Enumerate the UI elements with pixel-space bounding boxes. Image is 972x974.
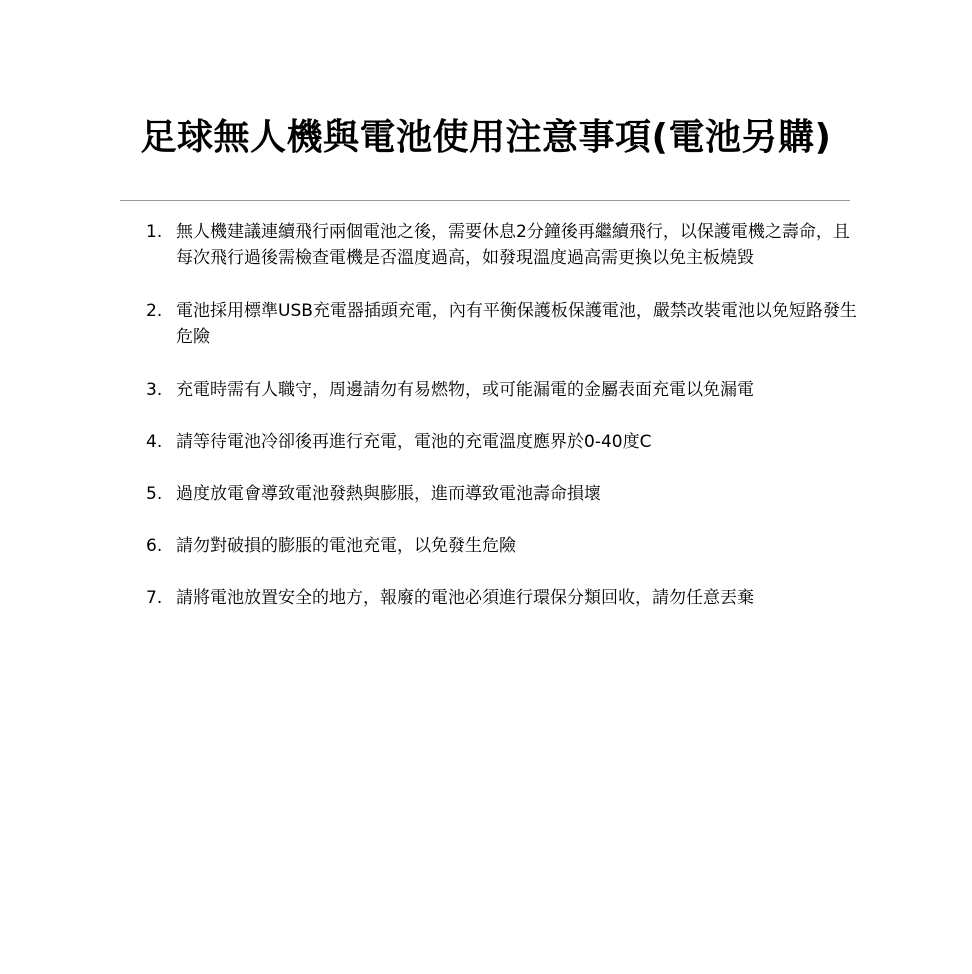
item-text: 過度放電會導致電池發熱與膨脹，進而導致電池壽命損壞 — [176, 484, 601, 504]
item-text: 無人機建議連續飛行兩個電池之後，需要休息2分鐘後再繼續飛行，以保護電機之壽命，且每次飛行過後需檢查電機是否溫度過高，如發現溫度過高需更換以免主板燒毀 — [176, 222, 850, 268]
item-number: 1. — [146, 222, 163, 242]
item-number: 7. — [146, 588, 163, 608]
item-number: 4. — [146, 432, 163, 452]
document-title: 足球無人機與電池使用注意事項(電池另購) — [140, 117, 832, 158]
list-item — [140, 219, 860, 271]
item-text: 電池採用標準USB充電器插頭充電，內有平衡保護板保護電池，嚴禁改裝電池以免短路發生危險 — [176, 301, 857, 347]
notice-list — [140, 219, 860, 611]
list-item — [140, 533, 860, 559]
item-text: 請等待電池冷卻後再進行充電，電池的充電溫度應界於0-40度C — [176, 432, 652, 452]
item-number: 6. — [146, 536, 163, 556]
list-item — [140, 585, 860, 611]
list-item — [140, 298, 860, 350]
list-item — [140, 377, 860, 403]
item-number: 3. — [146, 380, 163, 400]
item-text: 充電時需有人職守，周邊請勿有易燃物，或可能漏電的金屬表面充電以免漏電 — [176, 380, 754, 400]
item-text: 請勿對破損的膨脹的電池充電，以免發生危險 — [176, 536, 516, 556]
item-number: 5. — [146, 484, 163, 504]
title-divider — [120, 200, 850, 201]
list-item — [140, 481, 860, 507]
item-text: 請將電池放置安全的地方，報廢的電池必須進行環保分類回收，請勿任意丟棄 — [176, 588, 754, 608]
list-item — [140, 429, 860, 455]
item-number: 2. — [146, 301, 163, 321]
